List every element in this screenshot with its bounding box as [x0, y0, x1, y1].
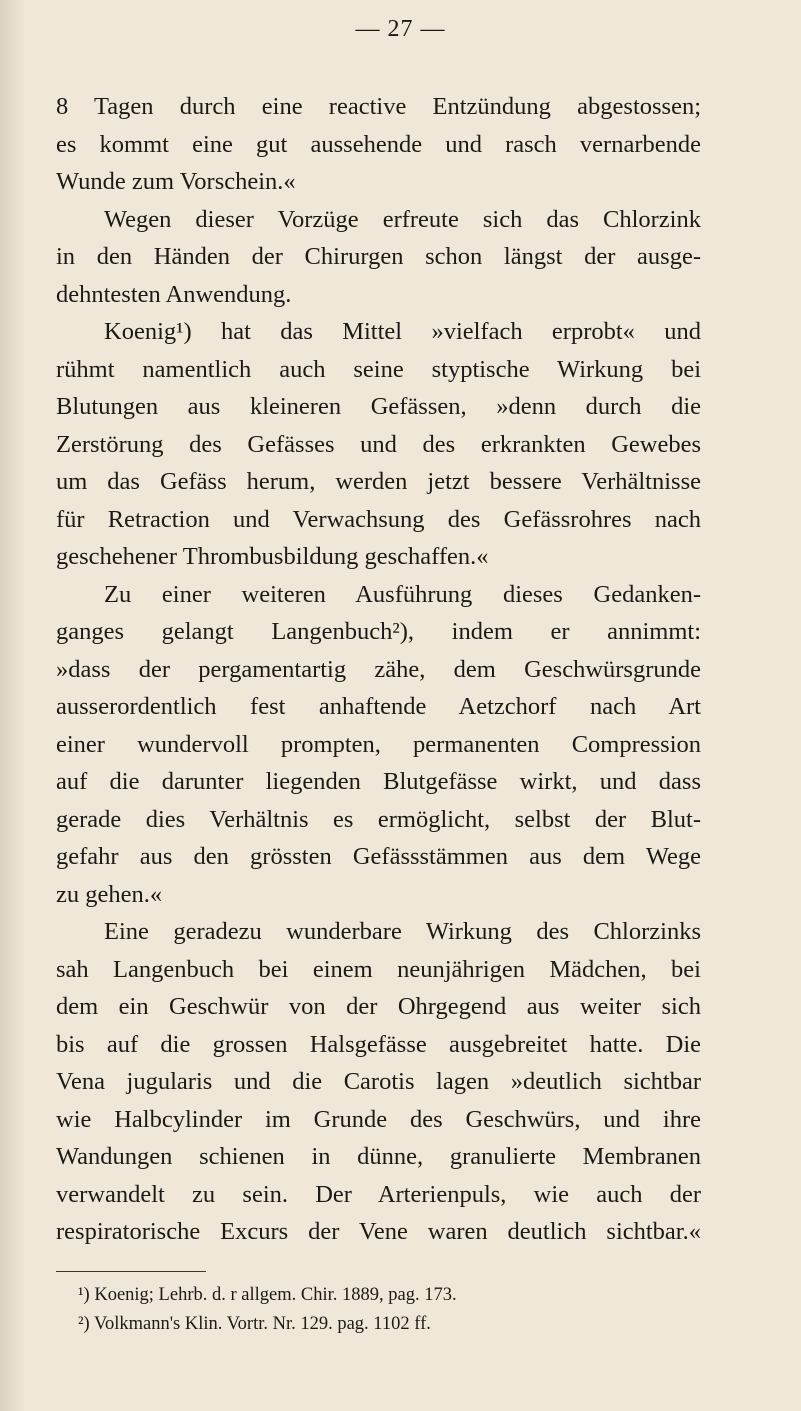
text-line: Eine geradezu wunderbare Wirkung des Chlorzinks [104, 918, 701, 945]
text-line: Zu einer weiteren Ausführung dieses Gedanken- [104, 580, 701, 608]
text-line: verwandelt zu sein. Der Arterienpuls, wie auch der [56, 1180, 701, 1208]
text-line: auf die darunter liegenden Blutgefässe wirkt, und dass [56, 768, 701, 795]
body-text [56, 88, 701, 1251]
text-line: dehntesten Anwendung. [56, 280, 292, 308]
text-line: wie Halbcylinder im Grunde des Geschwürs, und ihre [56, 1105, 701, 1133]
text-line: rühmt namentlich auch seine styptische Wirkung bei [56, 355, 701, 383]
text-line: ausserordentlich fest anhaftende Aetzchorf nach Art [56, 693, 701, 720]
text-line: Blutungen aus kleineren Gefässen, »denn durch die [56, 393, 701, 420]
text-line: geschehener Thrombusbildung geschaffen.« [56, 543, 489, 570]
text-line: zu gehen.« [56, 880, 163, 908]
footnote: ²) Volkmann's Klin. Vortr. Nr. 129. pag. 1102 ff. [78, 1314, 431, 1334]
text-line: Wegen dieser Vorzüge erfreute sich das Chlorzink [104, 205, 701, 233]
text-line: Vena jugularis und die Carotis lagen »deutlich sichtbar [56, 1068, 701, 1095]
text-line: Koenig¹) hat das Mittel »vielfach erprobt« und [104, 318, 701, 345]
text-line: einer wundervoll prompten, permanenten Compression [56, 730, 701, 758]
text-line: um das Gefäss herum, werden jetzt bessere Verhältnisse [56, 468, 701, 495]
text-line: sah Langenbuch bei einem neunjährigen Mädchen, bei [56, 955, 701, 983]
text-line: gerade dies Verhältnis es ermöglicht, selbst der Blut- [56, 805, 701, 833]
text-line: respiratorische Excurs der Vene waren deutlich sichtbar.« [56, 1218, 701, 1245]
text-line: bis auf die grossen Halsgefässe ausgebreitet hatte. Die [56, 1030, 701, 1058]
text-line: Zerstörung des Gefässes und des erkrankten Gewebes [56, 430, 701, 458]
text-line: Wunde zum Vorschein.« [56, 168, 296, 195]
text-line: dem ein Geschwür von der Ohrgegend aus weiter sich [56, 993, 701, 1020]
text-line: gefahr aus den grössten Gefässstämmen aus dem Wege [56, 843, 701, 870]
text-line: »dass der pergamentartig zähe, dem Geschwürsgrunde [56, 655, 701, 683]
page-number: — 27 — [355, 16, 446, 42]
text-line: Wandungen schienen in dünne, granulierte Membranen [56, 1143, 701, 1170]
page-edge-shadow [0, 0, 26, 1411]
text-line: es kommt eine gut aussehende und rasch vernarbende [56, 130, 701, 158]
footnote: ¹) Koenig; Lehrb. d. r allgem. Chir. 1889, pag. 173. [78, 1285, 457, 1305]
text-line: 8 Tagen durch eine reactive Entzündung abgestossen; [56, 93, 701, 120]
footnote-divider [56, 1271, 206, 1272]
text-line: in den Händen der Chirurgen schon längst der ausge- [56, 243, 701, 270]
text-line: ganges gelangt Langenbuch²), indem er annimmt: [56, 618, 701, 645]
footnotes [56, 1281, 701, 1339]
text-line: für Retraction und Verwachsung des Gefässrohres nach [56, 505, 701, 533]
